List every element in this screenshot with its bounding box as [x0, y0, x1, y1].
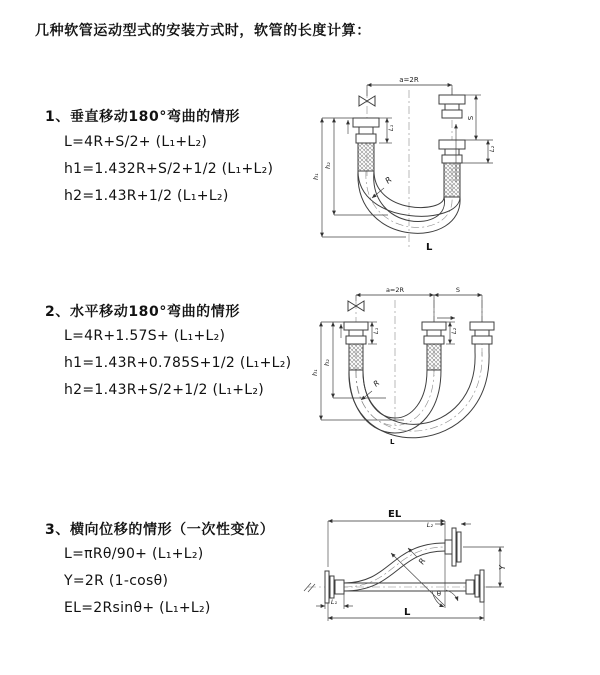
dimension-l2 — [427, 521, 471, 529]
dim-label-y: Y — [498, 565, 507, 570]
dim-label-a2r: a=2R — [385, 286, 405, 294]
dimension-l1 — [368, 322, 380, 344]
dim-label-el: EL — [388, 509, 402, 520]
dim-label-l1: L₁ — [330, 598, 338, 606]
dimension-l — [328, 602, 484, 621]
break-mark — [304, 583, 315, 592]
section-3-formula-Y: Y=2R (1-cosθ) — [64, 573, 169, 589]
dimension-h2 — [324, 118, 388, 215]
radius-label: R — [371, 378, 382, 389]
dim-label-s: S — [467, 115, 475, 121]
middle-fitting-original-position — [422, 322, 446, 370]
left-fitting — [353, 118, 379, 171]
section-1-formula-L: L=4R+S/2+ (L₁+L₂) — [64, 134, 208, 150]
hose-curves — [349, 352, 489, 438]
braided-hose-section — [358, 143, 374, 171]
dimension-l2 — [446, 322, 458, 344]
left-fitting — [344, 322, 368, 370]
dim-label-h1: h₁ — [312, 173, 320, 180]
page-title: 几种软管运动型式的安装方式时，软管的长度计算： — [35, 23, 371, 39]
braided-hose-section — [444, 163, 460, 197]
dimension-l2 — [462, 140, 496, 163]
length-label: L — [404, 607, 411, 618]
section-1-formula-h2: h2=1.43R+1/2 (L₁+L₂) — [64, 188, 229, 204]
dimension-s — [465, 95, 493, 140]
section-2-formula-L: L=4R+1.57S+ (L₁+L₂) — [64, 328, 226, 344]
diagram-vertical-180-bend — [306, 64, 561, 259]
braided-hose-section — [427, 344, 441, 370]
length-label: L — [426, 242, 433, 253]
section-1-formula-h1: h1=1.432R+S/2+1/2 (L₁+L₂) — [64, 161, 274, 177]
dim-label-h1: h₁ — [311, 369, 319, 376]
section-2-formula-h2: h2=1.43R+S/2+1/2 (L₁+L₂) — [64, 382, 265, 398]
dim-label-l1: L₁ — [387, 124, 395, 131]
length-label: L — [390, 438, 395, 446]
dim-label-s: S — [455, 286, 461, 294]
section-1-heading: 1、垂直移动180°弯曲的情形 — [45, 109, 240, 125]
section-2-heading: 2、水平移动180°弯曲的情形 — [45, 304, 240, 320]
dim-label-h2: h₂ — [324, 162, 332, 169]
right-fitting-lower-position — [439, 140, 465, 197]
dimension-l1 — [379, 118, 395, 143]
dim-label-l2: L₂ — [450, 327, 458, 334]
braided-hose-section — [349, 344, 363, 370]
diagram-horizontal-180-bend — [306, 276, 571, 456]
section-3-heading: 3、横向位移的情形（一次性变位） — [45, 522, 275, 538]
section-2-formula-h1: h1=1.43R+0.785S+1/2 (L₁+L₂) — [64, 355, 292, 371]
diagram-lateral-displacement — [296, 496, 591, 646]
angle-label: θ — [436, 590, 441, 598]
centerlines — [356, 300, 482, 431]
dim-label-l2: L₂ — [488, 145, 496, 152]
lower-right-flange-original-position — [466, 570, 484, 602]
dim-label-h2: h₂ — [323, 359, 331, 366]
dim-label-l2: L₂ — [426, 521, 433, 529]
dim-label-a2r: a=2R — [399, 76, 419, 84]
section-3-formula-EL: EL=2Rsinθ+ (L₁+L₂) — [64, 600, 211, 616]
right-fitting-moved-position — [470, 322, 494, 352]
dim-label-l1: L₁ — [372, 327, 380, 334]
right-fitting-upper-position — [439, 95, 465, 118]
radius-label: R — [383, 175, 394, 186]
upper-right-flange-moved-position — [445, 528, 461, 566]
radius-label: R — [416, 556, 428, 566]
centerlines — [366, 88, 452, 247]
dimension-a2r — [367, 76, 452, 96]
dimension-s — [434, 286, 482, 322]
section-3-formula-L: L=πRθ/90+ (L₁+L₂) — [64, 546, 204, 562]
